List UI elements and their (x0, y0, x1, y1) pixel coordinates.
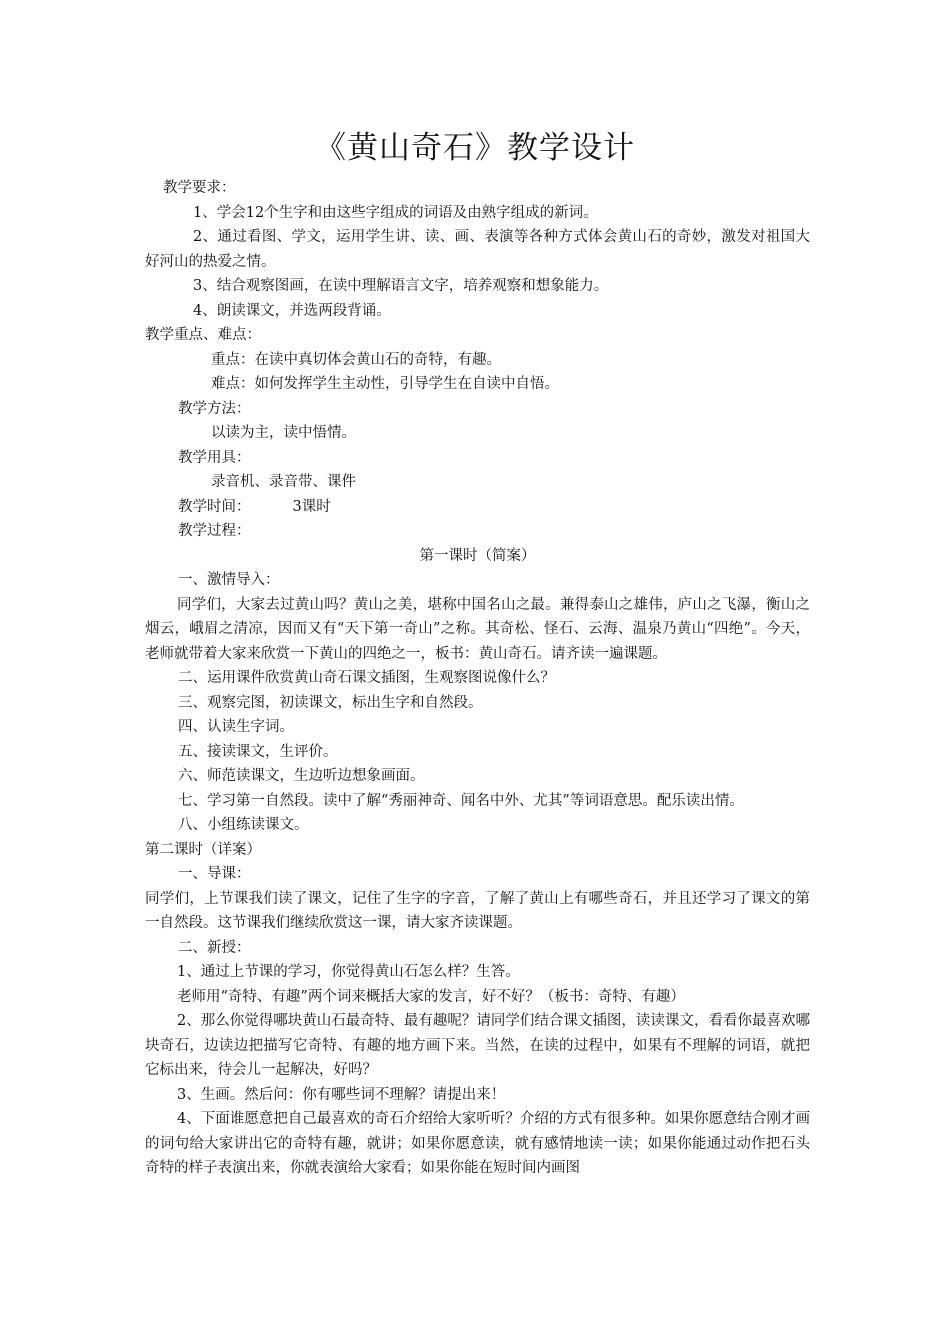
tools-heading: 教学用具： (178, 449, 251, 466)
lesson2-step-1: 一、导课： (178, 866, 251, 882)
lesson2-title: 第二课时（详案） (145, 841, 261, 858)
document-title: 《黄山奇石》教学设计 (315, 130, 635, 166)
lesson2-step-2: 二、新授： (178, 939, 251, 956)
lesson1-step-8: 八、小组练读课文。 (178, 817, 309, 833)
lesson2-paragraph-1: 同学们，上节课我们读了课文，记住了生字的字音，了解了黄山上有哪些奇石，并且还学习了课文的第一自然段。这节课我们继续欣赏这一课，请大家齐读课题。 (145, 890, 810, 931)
method-text: 以读为主，读中悟情。 (211, 425, 356, 441)
lesson2-item-1: 1、通过上节课的学习，你觉得黄山石怎么样？生答。 (177, 964, 520, 980)
requirement-2: 2、通过看图、学文，运用学生讲、读、画、表演等各种方式体会黄山石的奇妙，激发对祖国大好河山的热爱之情。 (145, 229, 810, 270)
lesson1-title: 第一课时（简案） (419, 547, 536, 564)
lesson1-step-6: 六、师范读课文，生边听边想象画面。 (178, 768, 425, 784)
lesson2-item-1b: 老师用“奇特、有趣”两个词来概括大家的发言，好不好？（板书：奇特、有趣） (177, 988, 685, 1005)
time-value: 3课时 (292, 498, 331, 515)
lesson1-step-1: 一、激情导入： (178, 572, 280, 588)
tools-text: 录音机、录音带、课件 (211, 474, 356, 490)
requirement-1: 1、学会12个生字和由这些字组成的词语及由熟字组成的新词。 (193, 204, 598, 221)
requirement-4: 4、朗读课文，并选两段背诵。 (193, 302, 391, 319)
method-heading: 教学方法： (178, 400, 251, 417)
lesson1-step-2: 二、运用课件欣赏黄山奇石课文插图，生观察图说像什么？ (178, 670, 555, 686)
difficulty: 难点：如何发挥学生主动性，引导学生在自读中自悟。 (211, 376, 559, 392)
time-label: 教学时间： (178, 498, 251, 515)
document-body (145, 176, 810, 1181)
lesson1-step-3: 三、观察完图，初读课文，标出生字和自然段。 (178, 694, 483, 711)
lesson1-step-5: 五、接读课文，生评价。 (178, 743, 338, 760)
lesson2-item-3: 3、生画。然后问：你有哪些词不理解？请提出来！ (177, 1086, 506, 1103)
teaching-time (145, 495, 810, 520)
keypoints-heading: 教学重点、难点： (145, 327, 261, 343)
requirement-3: 3、结合观察图画，在读中理解语言文字，培养观察和想象能力。 (193, 278, 609, 294)
lesson1-paragraph-1: 同学们，大家去过黄山吗？黄山之美，堪称中国名山之最。兼得泰山之雄伟，庐山之飞瀑，衡山之烟云，峨眉之清凉，因而又有“天下第一奇山”之称。其奇松、怪石、云海、温泉乃黄山“四绝”。今天，老师就带着大家来欣赏一下黄山的四绝之一，板书：黄山奇石。请齐读一遍课题。 (145, 596, 810, 662)
keypoint: 重点：在读中真切体会黄山石的奇特，有趣。 (211, 351, 501, 368)
process-heading: 教学过程： (178, 523, 251, 539)
requirements-heading: 教学要求： (163, 180, 236, 196)
lesson1-step-7: 七、学习第一自然段。读中了解“秀丽神奇、闻名中外、尤其”等词语意思。配乐读出情。 (178, 792, 744, 809)
lesson2-item-4: 4、下面谁愿意把自己最喜欢的奇石介绍给大家听听？介绍的方式有很多种。如果你愿意结合刚才画的词句给大家讲出它的奇特有趣，就讲；如果你愿意读，就有感情地读一读；如果你能通过动作把石头奇特的样子表演出来，你就表演给大家看；如果你能在短时间内画图 (145, 1111, 810, 1176)
lesson2-item-2: 2、那么你觉得哪块黄山石最奇特、最有趣呢？请同学们结合课文插图，读读课文，看看你最喜欢哪块奇石，边读边把描写它奇特、有趣的地方画下来。当然，在读的过程中，如果有不理解的词语，就把它标出来，待会儿一起解决，好吗？ (145, 1013, 810, 1078)
lesson1-step-4: 四、认读生字词。 (178, 719, 294, 735)
